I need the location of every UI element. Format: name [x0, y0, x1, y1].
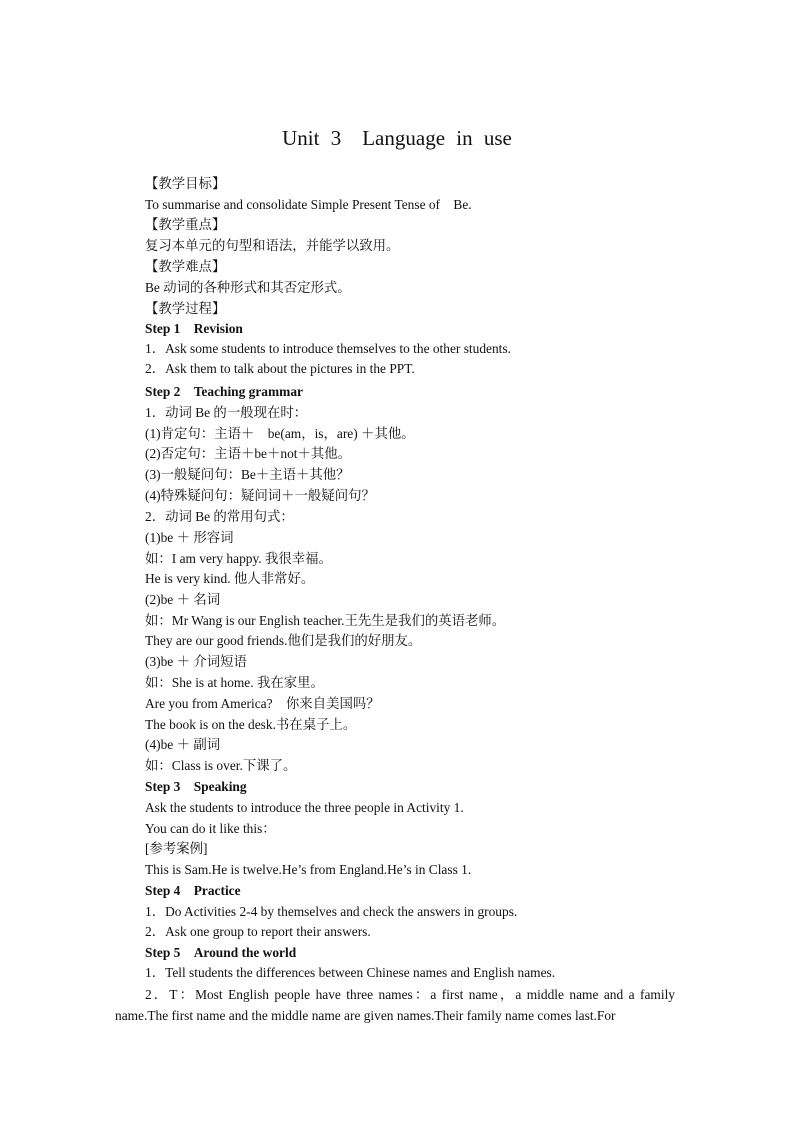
line-grammar-affirmative: (1)肯定句：主语＋ be(am，is，are) ＋其他。: [145, 426, 415, 441]
line-difficulties-text: Be 动词的各种形式和其否定形式。: [145, 280, 351, 295]
step-5-heading: Step 5 Around the world: [145, 945, 297, 960]
step-3-heading: Step 3 Speaking: [145, 779, 247, 794]
line-be-noun: (2)be ＋ 名词: [145, 592, 221, 607]
line-example-teacher: 如：Mr Wang is our English teacher.王先生是我们的英语老师。: [145, 613, 506, 628]
line-example-class-over: 如：Class is over.下课了。: [145, 758, 297, 773]
line-process-heading: 【教学过程】: [145, 301, 226, 316]
line-example-sam: This is Sam.He is twelve.He’s from England.He’s in Class 1.: [145, 862, 472, 877]
line-grammar-2: 2．动词 Be 的常用句式：: [145, 509, 294, 524]
line-step4-item2: 2．Ask one group to report their answers.: [145, 924, 371, 939]
line-grammar-special-question: (4)特殊疑问句：疑问词＋一般疑问句？: [145, 488, 375, 503]
line-example-home: 如：She is at home. 我在家里。: [145, 675, 324, 690]
line-step5-item1: 1．Tell students the differences between Chinese names and English names.: [145, 965, 556, 980]
paragraph-step5-item2: 2．T：Most English people have three names：a first name，a middle name and a family name.The first name and the middle name are given names.Their family name comes last.For: [115, 987, 675, 1023]
line-be-prep-phrase: (3)be ＋ 介词短语: [145, 654, 247, 669]
line-step4-item1: 1．Do Activities 2-4 by themselves and check the answers in groups.: [145, 904, 518, 919]
line-difficulties-heading: 【教学难点】: [145, 259, 226, 274]
line-keypoints-heading: 【教学重点】: [145, 217, 226, 232]
line-objectives-heading: 【教学目标】: [145, 176, 226, 191]
line-grammar-general-question: (3)一般疑问句：Be＋主语＋其他？: [145, 467, 350, 482]
line-reference-case: [参考案例]: [145, 841, 208, 856]
line-grammar-negative: (2)否定句：主语＋be＋not＋其他。: [145, 446, 352, 461]
line-step1-item2: 2．Ask them to talk about the pictures in the PPT.: [145, 361, 415, 376]
line-step3-task: Ask the students to introduce the three people in Activity 1.: [145, 800, 464, 815]
line-example-america: Are you from America? 你来自美国吗？: [145, 696, 380, 711]
document-title: Unit 3 Language in use: [282, 126, 512, 150]
line-example-kind: He is very kind. 他人非常好。: [145, 571, 315, 586]
step-4-heading: Step 4 Practice: [145, 883, 241, 898]
line-example-desk: The book is on the desk.书在桌子上。: [145, 717, 357, 732]
line-be-adverb: (4)be ＋ 副词: [145, 737, 221, 752]
line-grammar-1: 1．动词 Be 的一般现在时：: [145, 405, 308, 420]
line-keypoints-text: 复习本单元的句型和语法，并能学以致用。: [145, 238, 400, 253]
step-2-heading: Step 2 Teaching grammar: [145, 384, 303, 399]
line-be-adjective: (1)be ＋ 形容词: [145, 530, 234, 545]
line-example-happy: 如：I am very happy. 我很幸福。: [145, 551, 332, 566]
line-objectives-text: To summarise and consolidate Simple Present Tense of Be.: [145, 197, 472, 212]
line-step3-hint: You can do it like this：: [145, 821, 276, 836]
line-example-friends: They are our good friends.他们是我们的好朋友。: [145, 633, 422, 648]
line-step1-item1: 1．Ask some students to introduce themselves to the other students.: [145, 341, 511, 356]
step-1-heading: Step 1 Revision: [145, 321, 243, 336]
